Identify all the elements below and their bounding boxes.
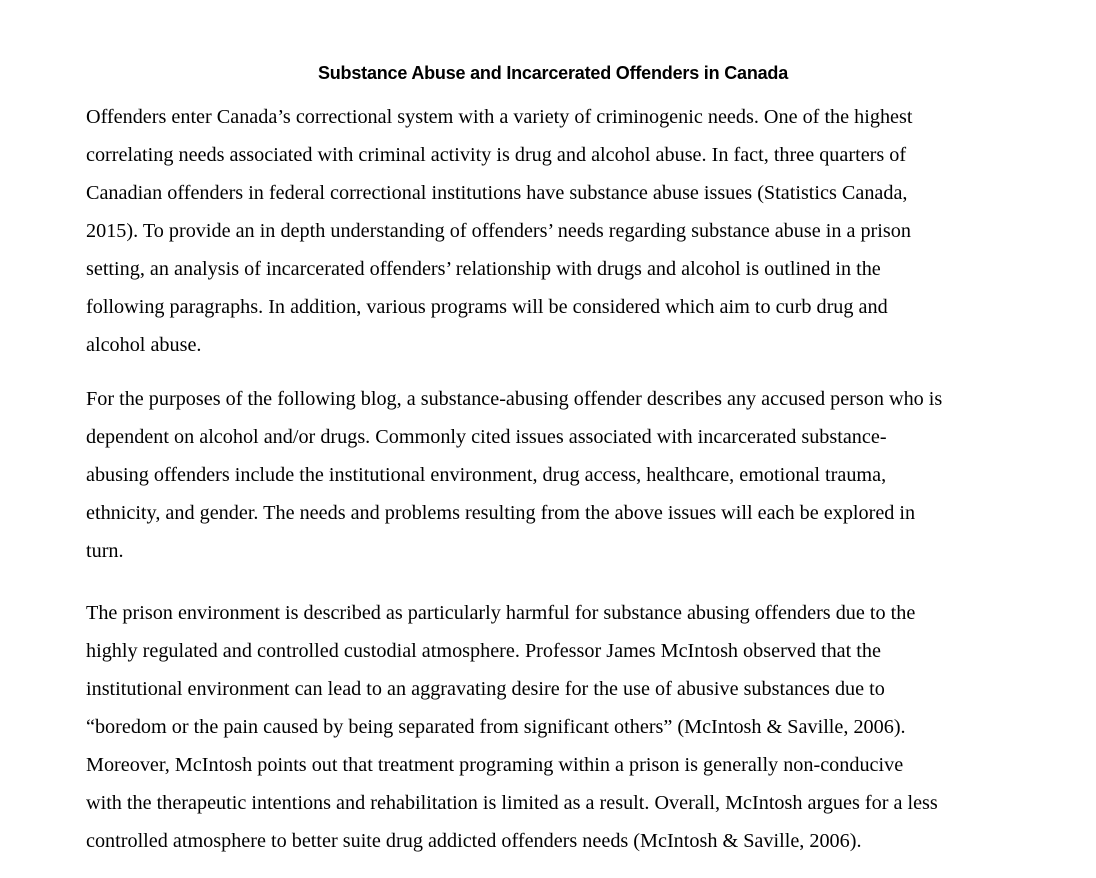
paragraph-line: For the purposes of the following blog, a substance-abusing offender describes any accused person who is — [86, 388, 943, 410]
paragraph-line: highly regulated and controlled custodial atmosphere. Professor James McIntosh observed that the — [86, 640, 881, 662]
paragraph-line: with the therapeutic intentions and rehabilitation is limited as a result. Overall, McIntosh argues for a less — [86, 792, 938, 814]
document-title: Substance Abuse and Incarcerated Offenders in Canada — [317, 63, 789, 83]
paragraph-line: alcohol abuse. — [86, 334, 202, 356]
paragraph-line: correlating needs associated with criminal activity is drug and alcohol abuse. In fact, three quarters of — [86, 144, 907, 166]
paragraph-line: 2015). To provide an in depth understanding of offenders’ needs regarding substance abuse in a prison — [86, 220, 911, 242]
paragraph-line: dependent on alcohol and/or drugs. Commonly cited issues associated with incarcerated substance- — [86, 426, 887, 448]
paragraph-line: institutional environment can lead to an aggravating desire for the use of abusive substances due to — [86, 678, 885, 700]
paragraph-line: abusing offenders include the institutional environment, drug access, healthcare, emotional trauma, — [86, 464, 887, 486]
paragraph-line: controlled atmosphere to better suite drug addicted offenders needs (McIntosh & Saville, 2006). — [86, 830, 862, 852]
paragraph-line: turn. — [86, 540, 124, 562]
paragraph-line: following paragraphs. In addition, various programs will be considered which aim to curb drug and — [86, 296, 888, 318]
paragraph-line: Canadian offenders in federal correctional institutions have substance abuse issues (Statistics Canada, — [86, 182, 908, 204]
paragraph-line: “boredom or the pain caused by being separated from significant others” (McIntosh & Saville, 2006). — [86, 716, 906, 738]
paragraph-prison-environment — [86, 594, 1046, 860]
paragraph-line: Moreover, McIntosh points out that treatment programing within a prison is generally non-conducive — [86, 754, 904, 776]
paragraph-line: setting, an analysis of incarcerated offenders’ relationship with drugs and alcohol is outlined in the — [86, 258, 881, 280]
paragraph-line: The prison environment is described as particularly harmful for substance abusing offenders due to the — [86, 602, 916, 624]
paragraph-line: ethnicity, and gender. The needs and problems resulting from the above issues will each be explored in — [86, 502, 916, 524]
paragraph-definition — [86, 380, 1046, 570]
paragraph-introduction — [86, 98, 1046, 364]
paragraph-line: Offenders enter Canada’s correctional system with a variety of criminogenic needs. One of the highest — [86, 106, 913, 128]
